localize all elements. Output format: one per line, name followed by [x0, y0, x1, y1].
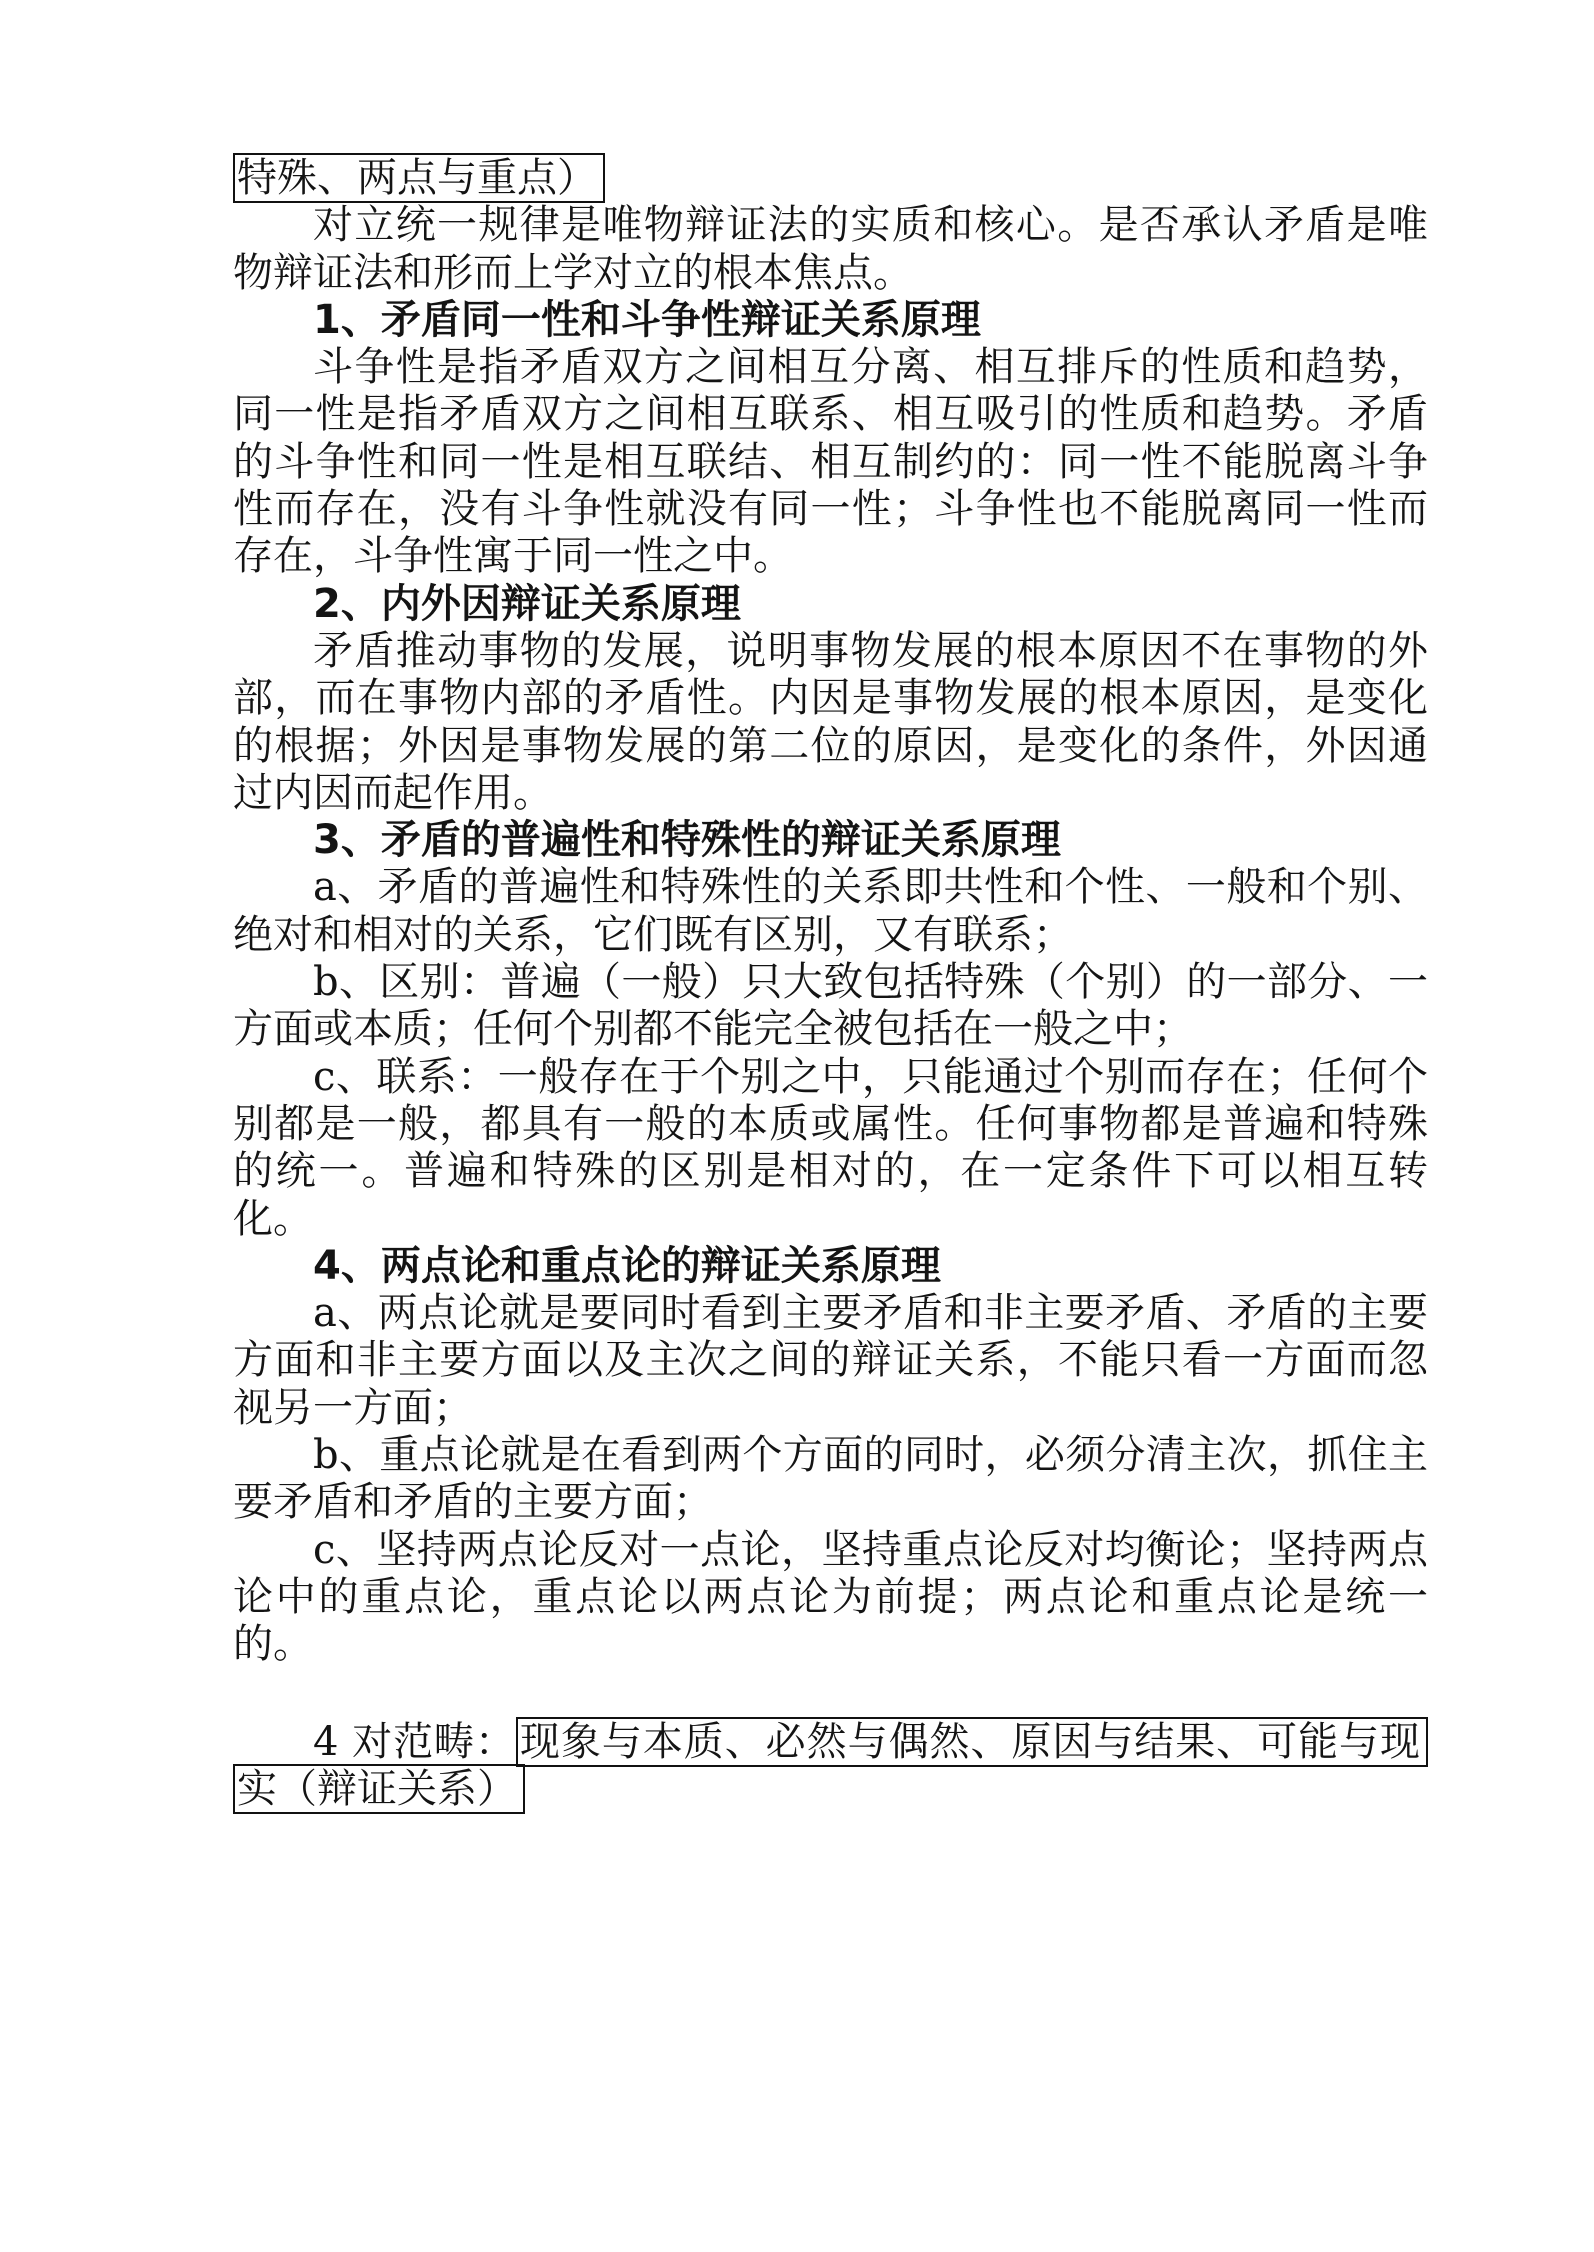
intro-paragraph: 对立统一规律是唯物辩证法的实质和核心。是否承认矛盾是唯物辩证法和形而上学对立的根本焦点。 — [233, 202, 1428, 296]
section-4-paragraph-b: b、重点论就是在看到两个方面的同时，必须分清主次，抓住主要矛盾和矛盾的主要方面； — [233, 1432, 1428, 1526]
four-categories-prefix: 4 对范畴： — [313, 1718, 516, 1765]
section-4-paragraph-c: c、坚持两点论反对一点论，坚持重点论反对均衡论；坚持两点论中的重点论，重点论以两点论为前提；两点论和重点论是统一的。 — [233, 1526, 1428, 1668]
four-categories-box: 现象与本质、必然与偶然、原因与结果、可能与现实（辩证关系） — [233, 1717, 1428, 1814]
section-3-paragraph-a: a、矛盾的普遍性和特殊性的关系即共性和个性、一般和个别、绝对和相对的关系，它们既有区别，又有联系； — [233, 864, 1428, 958]
boxed-category-tail: 特殊、两点与重点） — [233, 153, 605, 203]
section-4-paragraph-a: a、两点论就是要同时看到主要矛盾和非主要矛盾、矛盾的主要方面和非主要方面以及主次之间的辩证关系，不能只看一方面而忽视另一方面； — [233, 1290, 1428, 1431]
section-heading-2: 2、内外因辩证关系原理 — [313, 580, 741, 627]
section-heading-1: 1、矛盾同一性和斗争性辩证关系原理 — [313, 296, 981, 343]
document-body — [233, 155, 1428, 1813]
section-3-paragraph-c: c、联系：一般存在于个别之中，只能通过个别而存在；任何个别都是一般，都具有一般的本质或属性。任何事物都是普遍和特殊的统一。普遍和特殊的区别是相对的，在一定条件下可以相互转化。 — [233, 1053, 1428, 1242]
section-2-paragraph-1: 矛盾推动事物的发展，说明事物发展的根本原因不在事物的外部，而在事物内部的矛盾性。内因是事物发展的根本原因，是变化的根据；外因是事物发展的第二位的原因，是变化的条件，外因通过内因而起作用。 — [233, 627, 1428, 816]
section-heading-4: 4、两点论和重点论的辩证关系原理 — [313, 1242, 941, 1289]
top-box-line — [233, 155, 1428, 202]
section-1-paragraph-1: 斗争性是指矛盾双方之间相互分离、相互排斥的性质和趋势，同一性是指矛盾双方之间相互联系、相互吸引的性质和趋势。矛盾的斗争性和同一性是相互联结、相互制约的：同一性不能脱离斗争性而存在，没有斗争性就没有同一性；斗争性也不能脱离同一性而存在，斗争性寓于同一性之中。 — [233, 344, 1428, 580]
blank-line — [233, 1669, 1428, 1719]
four-categories-line — [233, 1719, 1428, 1814]
section-heading-3: 3、矛盾的普遍性和特殊性的辩证关系原理 — [313, 817, 1061, 864]
section-3-paragraph-b: b、区别：普遍（一般）只大致包括特殊（个别）的一部分、一方面或本质；任何个别都不能完全被包括在一般之中； — [233, 959, 1428, 1053]
